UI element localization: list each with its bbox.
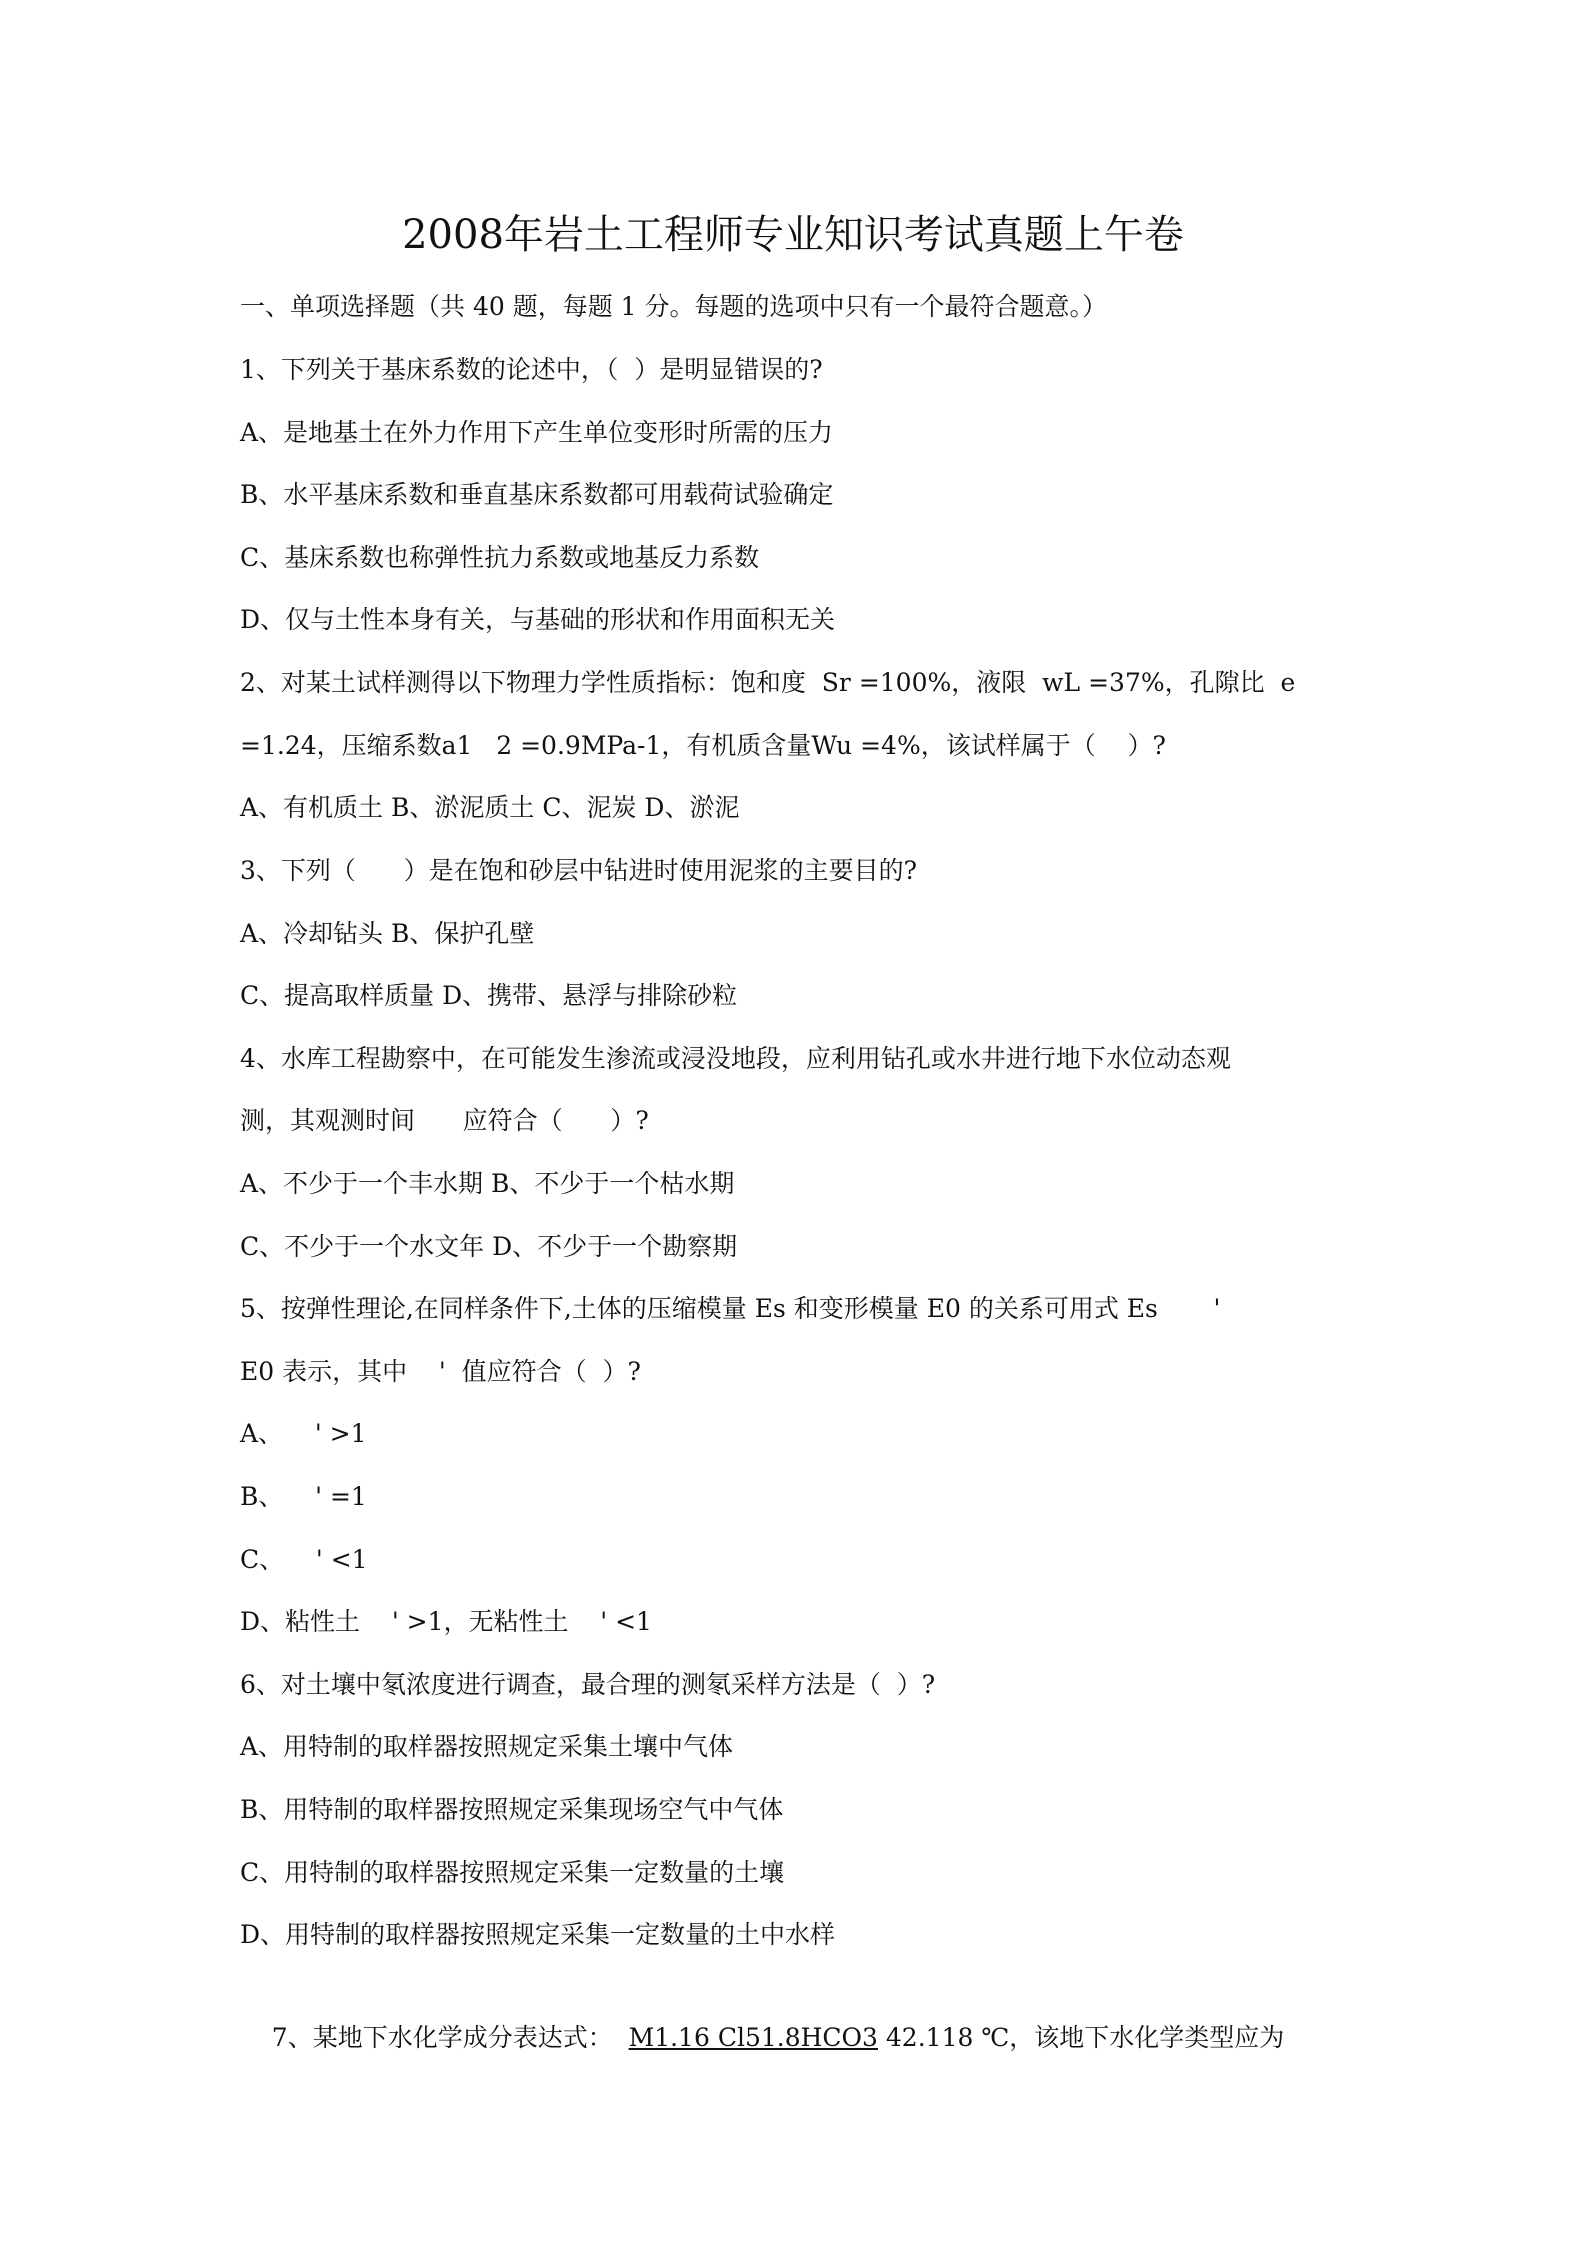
question-3-stem: 3、下列（ ）是在饱和砂层中钻进时使用泥浆的主要目的? <box>240 856 917 885</box>
question-1-option-b: B、水平基床系数和垂直基床系数都可用载荷试验确定 <box>240 480 834 509</box>
section-heading: 一、单项选择题（共 40 题，每题 1 分。每题的选项中只有一个最符合题意。） <box>240 292 1108 321</box>
question-5-option-b: B、 ' =1 <box>240 1482 367 1511</box>
document-title: 2008年岩土工程师专业知识考试真题上午卷 <box>402 212 1184 258</box>
question-2-stem-line-1: 2、对某土试样测得以下物理力学性质指标：饱和度 Sr =100%，液限 wL =37%，孔隙比 e <box>240 668 1296 697</box>
question-5-option-d: D、粘性土 ' >1，无粘性土 ' <1 <box>240 1607 652 1636</box>
question-7-formula: M1.16 Cl51.8HCO3 <box>628 2023 878 2052</box>
question-3-options-line-2: C、提高取样质量 D、携带、悬浮与排除砂粒 <box>240 981 738 1010</box>
question-6-option-d: D、用特制的取样器按照规定采集一定数量的土中水样 <box>240 1920 836 1949</box>
question-4-stem-line-1: 4、水库工程勘察中，在可能发生渗流或浸没地段，应利用钻孔或水井进行地下水位动态观 <box>240 1044 1231 1073</box>
question-3-options-line-1: A、冷却钻头 B、保护孔壁 <box>240 919 535 948</box>
question-1-option-d: D、仅与土性本身有关，与基础的形状和作用面积无关 <box>240 605 836 634</box>
question-2-options: A、有机质土 B、淤泥质土 C、泥炭 D、淤泥 <box>240 793 740 822</box>
question-5-stem-line-2: E0 表示，其中 ' 值应符合（ ）? <box>240 1357 641 1386</box>
question-7-stem-suffix: 42.118 ℃，该地下水化学类型应为 <box>877 2023 1285 2052</box>
question-6-stem: 6、对土壤中氡浓度进行调查，最合理的测氡采样方法是（ ）? <box>240 1670 936 1699</box>
question-5-option-a: A、 ' >1 <box>240 1419 367 1448</box>
question-1-option-c: C、基床系数也称弹性抗力系数或地基反力系数 <box>240 543 760 572</box>
question-5-option-c: C、 ' <1 <box>240 1545 368 1574</box>
question-1-option-a: A、是地基土在外力作用下产生单位变形时所需的压力 <box>240 418 834 447</box>
question-1-stem: 1、下列关于基床系数的论述中，（ ）是明显错误的? <box>240 355 823 384</box>
question-6-option-a: A、用特制的取样器按照规定采集土壤中气体 <box>240 1732 734 1761</box>
question-6-option-c: C、用特制的取样器按照规定采集一定数量的土壤 <box>240 1858 785 1887</box>
question-4-options-line-2: C、不少于一个水文年 D、不少于一个勘察期 <box>240 1232 738 1261</box>
question-5-stem-line-1: 5、按弹性理论,在同样条件下,土体的压缩模量 Es 和变形模量 E0 的关系可用式 Es ' <box>240 1294 1221 1323</box>
question-7-stem-prefix: 7、某地下水化学成分表达式： <box>271 2023 629 2052</box>
question-2-stem-line-2: =1.24，压缩系数a1 2 =0.9MPa-1，有机质含量Wu =4%，该试样属于（ ）? <box>240 731 1166 760</box>
question-6-option-b: B、用特制的取样器按照规定采集现场空气中气体 <box>240 1795 784 1824</box>
question-7-stem <box>240 1978 1284 2098</box>
question-4-options-line-1: A、不少于一个丰水期 B、不少于一个枯水期 <box>240 1169 735 1198</box>
question-4-stem-line-2: 测，其观测时间 应符合（ ）? <box>240 1106 649 1135</box>
